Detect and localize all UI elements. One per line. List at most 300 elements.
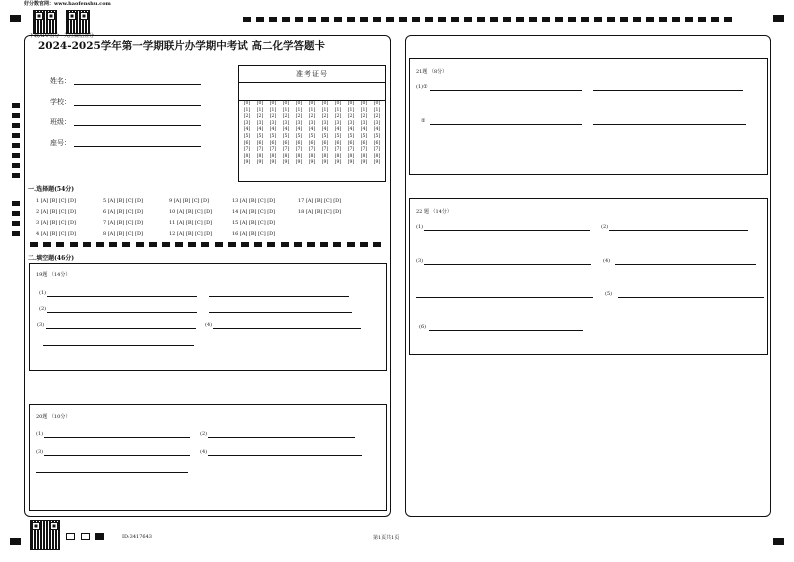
admission-digit-bubble[interactable]: [5] <box>347 133 355 139</box>
q22-title: 22 题 （14分） <box>416 209 452 215</box>
choice-option-bubble[interactable]: [D] <box>267 209 276 215</box>
q22-line-3[interactable] <box>424 264 591 265</box>
q22-line-5b[interactable] <box>618 297 764 298</box>
choice-option-bubble[interactable]: [C] <box>58 220 67 226</box>
choice-option-bubble[interactable]: [A] <box>176 209 185 215</box>
admission-digit-column <box>306 101 318 167</box>
choice-option-bubble[interactable]: [A] <box>239 198 248 204</box>
choice-option-bubble[interactable]: [A] <box>239 220 248 226</box>
admission-digit-bubble[interactable]: [1] <box>295 107 303 113</box>
school-label: 学校： <box>50 98 71 106</box>
q21-line-1b[interactable] <box>593 90 743 91</box>
admission-digit-bubble[interactable]: [3] <box>269 120 277 126</box>
seat-line[interactable] <box>74 146 201 147</box>
admission-digit-bubble[interactable]: [9] <box>321 160 329 166</box>
q22-label-2: (2) <box>601 224 609 230</box>
choice-option-bubble[interactable]: [D] <box>135 198 143 204</box>
q20-title: 20题 （10分） <box>36 414 71 420</box>
name-line[interactable] <box>74 84 201 85</box>
admission-digit-bubble[interactable]: [4] <box>360 127 368 133</box>
choice-option-bubble[interactable]: [A] <box>176 220 185 226</box>
q19-label-4: (4) <box>205 322 213 328</box>
admission-digit-bubble[interactable]: [7] <box>308 147 316 153</box>
admission-digit-bubble[interactable]: [6] <box>282 140 290 146</box>
choice-option-bubble[interactable]: [D] <box>135 209 143 215</box>
choice-option-bubble[interactable]: [B] <box>116 220 125 226</box>
choice-option-bubble[interactable]: [B] <box>49 231 58 237</box>
q21-line-1a[interactable] <box>430 90 582 91</box>
choice-option-bubble[interactable]: [A] <box>239 231 248 237</box>
admission-digit-bubble[interactable]: [3] <box>282 120 290 126</box>
admission-digit-bubble[interactable]: [7] <box>295 147 303 153</box>
corner-mark-top-right <box>773 15 784 22</box>
admission-digit-bubble[interactable]: [4] <box>295 127 303 133</box>
admission-digit-bubble[interactable]: [6] <box>360 140 368 146</box>
admission-digit-bubble[interactable]: [8] <box>256 153 264 159</box>
footer-box-2 <box>81 533 90 540</box>
choice-option-bubble[interactable]: [D] <box>333 209 342 215</box>
choice-option-bubble[interactable]: [C] <box>194 231 203 237</box>
admission-digit-bubble[interactable]: [6] <box>373 140 381 146</box>
q19-title: 19题 （14分） <box>36 272 71 278</box>
q20-line-2[interactable] <box>208 437 355 438</box>
q22-box <box>409 198 768 355</box>
admission-digit-bubble[interactable]: [0] <box>347 101 355 106</box>
admission-digit-bubble[interactable]: [0] <box>360 101 368 106</box>
choice-option-bubble[interactable]: [A] <box>107 198 116 204</box>
q19-line-3[interactable] <box>46 328 196 329</box>
qr-code-footer <box>30 520 60 550</box>
admission-digit-bubble[interactable]: [3] <box>243 120 251 126</box>
admission-digit-bubble[interactable]: [3] <box>295 120 303 126</box>
choice-option-bubble[interactable]: [C] <box>257 220 266 226</box>
admission-digit-bubble[interactable]: [9] <box>308 160 316 166</box>
choice-option-bubble[interactable]: [C] <box>58 198 67 204</box>
choice-option-bubble[interactable]: [B] <box>116 209 125 215</box>
q20-line-5[interactable] <box>36 472 188 473</box>
choice-option-bubble[interactable]: [B] <box>49 220 58 226</box>
admission-title: 准考证号 <box>239 66 385 83</box>
choice-option-bubble[interactable]: [A] <box>305 209 314 215</box>
choice-question-number: 7 <box>103 220 107 226</box>
choice-option-bubble[interactable]: [B] <box>49 209 58 215</box>
admission-digit-bubble[interactable]: [6] <box>269 140 277 146</box>
choice-option-bubble[interactable]: [B] <box>314 198 323 204</box>
admission-digit-bubble[interactable]: [1] <box>347 107 355 113</box>
admission-digit-bubble[interactable]: [2] <box>347 114 355 120</box>
admission-digit-bubble[interactable]: [5] <box>308 133 316 139</box>
choice-question-number: 14 <box>232 209 239 215</box>
q21-line-2b[interactable] <box>593 124 746 125</box>
admission-digit-bubble[interactable]: [4] <box>321 127 329 133</box>
choice-question-number: 18 <box>298 209 305 215</box>
choice-option-bubble[interactable]: [B] <box>248 220 257 226</box>
q19-label-2: (2) <box>39 306 47 312</box>
choice-question <box>169 220 212 226</box>
admission-digit-bubble[interactable]: [6] <box>321 140 329 146</box>
admission-digit-bubble[interactable]: [1] <box>269 107 277 113</box>
admission-digit-bubble[interactable]: [4] <box>373 127 381 133</box>
admission-digit-bubble[interactable]: [0] <box>282 101 290 106</box>
admission-digit-bubble[interactable]: [5] <box>321 133 329 139</box>
q19-line-2b[interactable] <box>209 312 352 313</box>
choice-option-bubble[interactable]: [A] <box>40 231 49 237</box>
choice-option-bubble[interactable]: [C] <box>257 231 266 237</box>
choice-option-bubble[interactable]: [A] <box>173 198 182 204</box>
admission-write-row[interactable] <box>239 82 385 101</box>
admission-digit-bubble[interactable]: [1] <box>308 107 316 113</box>
footer-id: ID:3417643 <box>122 534 152 540</box>
choice-question-number: 6 <box>103 209 107 215</box>
choice-option-bubble[interactable]: [D] <box>333 198 342 204</box>
q20-label-2: (2) <box>200 431 208 437</box>
admission-digit-bubble[interactable]: [9] <box>282 160 290 166</box>
admission-digit-bubble[interactable]: [7] <box>321 147 329 153</box>
admission-digit-bubble[interactable]: [9] <box>243 160 251 166</box>
choice-option-bubble[interactable]: [D] <box>204 231 213 237</box>
admission-digit-bubble[interactable]: [0] <box>308 101 316 106</box>
admission-digit-bubble[interactable]: [6] <box>243 140 251 146</box>
admission-digit-bubble[interactable]: [3] <box>360 120 368 126</box>
school-line[interactable] <box>74 105 201 106</box>
choice-option-bubble[interactable]: [C] <box>257 209 266 215</box>
admission-digit-bubble[interactable]: [4] <box>256 127 264 133</box>
admission-digit-bubble[interactable]: [3] <box>256 120 264 126</box>
choice-option-bubble[interactable]: [D] <box>201 198 209 204</box>
admission-digit-bubble[interactable]: [9] <box>295 160 303 166</box>
admission-digit-bubble[interactable]: [8] <box>269 153 277 159</box>
admission-grid <box>238 65 386 182</box>
admission-digit-bubble[interactable]: [3] <box>308 120 316 126</box>
q22-line-1[interactable] <box>424 230 590 231</box>
admission-digit-bubble[interactable]: [8] <box>373 153 381 159</box>
q20-label-3: (3) <box>36 449 44 455</box>
q20-line-4[interactable] <box>208 455 362 456</box>
choice-question <box>298 209 341 215</box>
admission-digit-bubble[interactable]: [0] <box>321 101 329 106</box>
admission-digit-bubble[interactable]: [1] <box>321 107 329 113</box>
choice-option-bubble[interactable]: [B] <box>185 231 194 237</box>
choice-question-number: 10 <box>169 209 176 215</box>
mid-timing-marks <box>30 242 381 247</box>
admission-digit-bubble[interactable]: [1] <box>360 107 368 113</box>
choice-option-bubble[interactable]: [B] <box>182 198 191 204</box>
qr-code-left <box>33 10 57 34</box>
admission-digit-bubble[interactable]: [2] <box>308 114 316 120</box>
choice-option-bubble[interactable]: [A] <box>107 231 116 237</box>
q19-box <box>29 263 387 371</box>
q21-line-2a[interactable] <box>430 124 582 125</box>
admission-digit-bubble[interactable]: [3] <box>347 120 355 126</box>
sheet-title: 2024-2025学年第一学期联片办学期中考试 高二化学答题卡 <box>38 40 325 52</box>
choice-option-bubble[interactable]: [C] <box>323 198 332 204</box>
admission-digit-bubble[interactable]: [4] <box>269 127 277 133</box>
choice-option-bubble[interactable]: [C] <box>323 209 332 215</box>
admission-digit-bubble[interactable]: [5] <box>243 133 251 139</box>
admission-digit-bubble[interactable]: [2] <box>269 114 277 120</box>
choice-option-bubble[interactable]: [C] <box>194 209 203 215</box>
name-label: 姓名： <box>50 77 71 85</box>
choice-option-bubble[interactable]: [B] <box>49 198 58 204</box>
admission-digit-bubble[interactable]: [4] <box>347 127 355 133</box>
admission-digit-bubble[interactable]: [5] <box>360 133 368 139</box>
admission-digit-bubble[interactable]: [7] <box>256 147 264 153</box>
admission-digit-bubble[interactable]: [2] <box>256 114 264 120</box>
admission-digit-bubble[interactable]: [0] <box>269 101 277 106</box>
choice-question <box>36 209 76 215</box>
admission-digit-bubble[interactable]: [0] <box>334 101 342 106</box>
q19-line-4[interactable] <box>213 328 361 329</box>
choice-option-bubble[interactable]: [D] <box>204 220 213 226</box>
choice-option-bubble[interactable]: [A] <box>239 209 248 215</box>
admission-digit-bubble[interactable]: [4] <box>308 127 316 133</box>
choice-option-bubble[interactable]: [A] <box>305 198 314 204</box>
choice-option-bubble[interactable]: [C] <box>125 198 134 204</box>
choice-option-bubble[interactable]: [B] <box>185 220 194 226</box>
seat-label: 座号： <box>50 139 71 147</box>
choice-option-bubble[interactable]: [D] <box>68 231 76 237</box>
admission-digit-bubble[interactable]: [8] <box>360 153 368 159</box>
admission-digit-bubble[interactable]: [1] <box>373 107 381 113</box>
admission-digit-bubble[interactable]: [2] <box>373 114 381 120</box>
admission-digit-bubble[interactable]: [9] <box>373 160 381 166</box>
choice-question <box>103 220 143 226</box>
choice-question <box>169 198 209 204</box>
choice-option-bubble[interactable]: [D] <box>267 198 276 204</box>
admission-digit-bubble[interactable]: [5] <box>256 133 264 139</box>
choice-question-number: 1 <box>36 198 40 204</box>
admission-digit-bubble[interactable]: [6] <box>256 140 264 146</box>
q22-line-5a[interactable] <box>416 297 593 298</box>
admission-digit-bubble[interactable]: [2] <box>282 114 290 120</box>
footer-page: 第1页共1页 <box>373 535 400 541</box>
admission-digit-column <box>293 101 305 167</box>
admission-digit-column <box>267 101 279 167</box>
class-line[interactable] <box>74 125 201 126</box>
admission-digit-bubble[interactable]: [5] <box>295 133 303 139</box>
choice-option-bubble[interactable]: [B] <box>248 231 257 237</box>
choice-question <box>36 220 76 226</box>
q22-line-4[interactable] <box>615 264 756 265</box>
choice-option-bubble[interactable]: [D] <box>204 209 213 215</box>
choice-question-number: 12 <box>169 231 176 237</box>
choice-question-number: 4 <box>36 231 40 237</box>
section2-title: 二.填空题(46分) <box>28 255 75 262</box>
admission-digit-bubble[interactable]: [7] <box>347 147 355 153</box>
choice-option-bubble[interactable]: [D] <box>68 198 76 204</box>
admission-digit-bubble[interactable]: [8] <box>334 153 342 159</box>
admission-digit-bubble[interactable]: [9] <box>347 160 355 166</box>
choice-option-bubble[interactable]: [B] <box>314 209 323 215</box>
admission-digit-column <box>280 101 292 167</box>
admission-digit-bubble[interactable]: [8] <box>295 153 303 159</box>
admission-digit-bubble[interactable]: [1] <box>243 107 251 113</box>
admission-digit-bubble[interactable]: [7] <box>243 147 251 153</box>
admission-digit-bubble[interactable]: [9] <box>360 160 368 166</box>
admission-digit-column <box>319 101 331 167</box>
q19-line-2a[interactable] <box>47 312 197 313</box>
q20-line-1[interactable] <box>44 437 190 438</box>
choice-option-bubble[interactable]: [D] <box>267 220 276 226</box>
admission-digit-bubble[interactable]: [6] <box>347 140 355 146</box>
choice-option-bubble[interactable]: [A] <box>40 198 49 204</box>
choice-question <box>103 231 143 237</box>
admission-digit-bubble[interactable]: [2] <box>360 114 368 120</box>
admission-digit-bubble[interactable]: [8] <box>347 153 355 159</box>
q22-line-2[interactable] <box>609 230 748 231</box>
admission-digit-bubble[interactable]: [9] <box>334 160 342 166</box>
admission-digit-column <box>254 101 266 167</box>
admission-digit-bubble[interactable]: [7] <box>373 147 381 153</box>
choice-option-bubble[interactable]: [D] <box>135 231 143 237</box>
admission-digit-bubble[interactable]: [6] <box>295 140 303 146</box>
choice-question-number: 13 <box>232 198 239 204</box>
choice-option-bubble[interactable]: [C] <box>194 220 203 226</box>
choice-option-bubble[interactable]: [C] <box>125 220 134 226</box>
admission-digit-column <box>358 101 370 167</box>
choice-option-bubble[interactable]: [C] <box>125 209 134 215</box>
choice-question-number: 2 <box>36 209 40 215</box>
admission-digit-bubble[interactable]: [9] <box>256 160 264 166</box>
choice-question-number: 11 <box>169 220 176 226</box>
admission-digit-column <box>371 101 383 167</box>
choice-question-number: 17 <box>298 198 305 204</box>
q22-label-1: (1) <box>416 224 424 230</box>
admission-digit-bubble[interactable]: [0] <box>256 101 264 106</box>
admission-digit-bubble[interactable]: [1] <box>256 107 264 113</box>
choice-question-number: 15 <box>232 220 239 226</box>
q19-label-1: (1) <box>39 290 47 296</box>
admission-digit-column <box>332 101 344 167</box>
choice-option-bubble[interactable]: [A] <box>107 209 116 215</box>
choice-question <box>232 209 275 215</box>
choice-option-bubble[interactable]: [A] <box>40 220 49 226</box>
choice-option-bubble[interactable]: [B] <box>116 231 125 237</box>
choice-question-number: 16 <box>232 231 239 237</box>
corner-mark-bottom-right <box>773 538 784 545</box>
admission-digit-bubble[interactable]: [7] <box>269 147 277 153</box>
admission-digit-bubble[interactable]: [4] <box>334 127 342 133</box>
admission-digit-bubble[interactable]: [2] <box>295 114 303 120</box>
footer-mark <box>95 533 104 540</box>
admission-digit-bubble[interactable]: [0] <box>295 101 303 106</box>
choice-option-bubble[interactable]: [D] <box>68 220 76 226</box>
choice-option-bubble[interactable]: [D] <box>68 209 76 215</box>
q21-label-2: ② <box>421 118 426 124</box>
admission-digit-bubble[interactable]: [8] <box>282 153 290 159</box>
choice-question <box>232 231 275 237</box>
choice-question-number: 8 <box>103 231 107 237</box>
q22-line-6[interactable] <box>429 330 583 331</box>
admission-digit-bubble[interactable]: [5] <box>334 133 342 139</box>
q20-label-1: (1) <box>36 431 44 437</box>
q21-box <box>409 58 768 175</box>
admission-digit-bubble[interactable]: [9] <box>269 160 277 166</box>
choice-option-bubble[interactable]: [D] <box>135 220 143 226</box>
admission-digit-bubble[interactable]: [8] <box>321 153 329 159</box>
choice-option-bubble[interactable]: [C] <box>58 209 67 215</box>
admission-digit-column <box>345 101 357 167</box>
top-timing-marks <box>243 17 732 22</box>
qr-left-caption: 下载APP看分 <box>29 33 60 39</box>
admission-digit-bubble[interactable]: [7] <box>360 147 368 153</box>
admission-digit-bubble[interactable]: [4] <box>243 127 251 133</box>
choice-option-bubble[interactable]: [C] <box>191 198 200 204</box>
q20-box <box>29 404 387 511</box>
admission-digit-bubble[interactable]: [7] <box>334 147 342 153</box>
choice-question-number: 5 <box>103 198 107 204</box>
admission-digit-bubble[interactable]: [2] <box>243 114 251 120</box>
q19-line-5[interactable] <box>43 345 194 346</box>
admission-digit-bubble[interactable]: [0] <box>243 101 251 106</box>
q22-label-3: (3) <box>416 258 424 264</box>
choice-option-bubble[interactable]: [A] <box>40 209 49 215</box>
admission-digit-bubble[interactable]: [0] <box>373 101 381 106</box>
choice-option-bubble[interactable]: [C] <box>125 231 134 237</box>
admission-digit-bubble[interactable]: [6] <box>308 140 316 146</box>
choice-question <box>169 231 212 237</box>
choice-question <box>232 220 275 226</box>
admission-digit-column <box>241 101 253 167</box>
choice-question <box>298 198 341 204</box>
choice-option-bubble[interactable]: [B] <box>116 198 125 204</box>
choice-question <box>103 198 143 204</box>
choice-question <box>36 198 76 204</box>
qr-right-caption: 关注微信查分 <box>64 33 95 39</box>
choice-option-bubble[interactable]: [B] <box>248 209 257 215</box>
choice-question <box>169 209 212 215</box>
choice-option-bubble[interactable]: [B] <box>248 198 257 204</box>
footer-box-1 <box>66 533 75 540</box>
admission-digit-bubble[interactable]: [7] <box>282 147 290 153</box>
admission-digit-bubble[interactable]: [8] <box>243 153 251 159</box>
admission-digit-bubble[interactable]: [3] <box>373 120 381 126</box>
choice-option-bubble[interactable]: [A] <box>176 231 185 237</box>
choice-question <box>36 231 76 237</box>
admission-digit-bubble[interactable]: [4] <box>282 127 290 133</box>
q21-title: 21题 （8分） <box>416 69 448 75</box>
admission-digit-bubble[interactable]: [5] <box>269 133 277 139</box>
choice-question-number: 3 <box>36 220 40 226</box>
choice-option-bubble[interactable]: [C] <box>257 198 266 204</box>
admission-digit-bubble[interactable]: [5] <box>282 133 290 139</box>
admission-digit-bubble[interactable]: [1] <box>282 107 290 113</box>
admission-digit-bubble[interactable]: [2] <box>334 114 342 120</box>
class-label: 班级： <box>50 118 71 126</box>
q19-line-1a[interactable] <box>47 296 197 297</box>
qr-code-right <box>66 10 90 34</box>
admission-digit-bubble[interactable]: [2] <box>321 114 329 120</box>
q20-line-3[interactable] <box>44 455 190 456</box>
choice-option-bubble[interactable]: [B] <box>185 209 194 215</box>
choice-option-bubble[interactable]: [D] <box>267 231 276 237</box>
site-url: 好分数官网：www.haofenshu.com <box>24 1 111 7</box>
choice-option-bubble[interactable]: [C] <box>58 231 67 237</box>
section1-title: 一.选择题(54分) <box>28 186 75 193</box>
admission-digit-bubble[interactable]: [6] <box>334 140 342 146</box>
admission-digit-bubble[interactable]: [5] <box>373 133 381 139</box>
q22-label-5: (5) <box>605 291 613 297</box>
q21-label-1: (1)① <box>416 84 428 90</box>
choice-question <box>103 209 143 215</box>
choice-question-number: 9 <box>169 198 173 204</box>
choice-option-bubble[interactable]: [A] <box>107 220 116 226</box>
admission-digit-bubble[interactable]: [8] <box>308 153 316 159</box>
admission-digit-bubble[interactable]: [1] <box>334 107 342 113</box>
admission-digit-bubble[interactable]: [3] <box>334 120 342 126</box>
admission-digit-bubble[interactable]: [3] <box>321 120 329 126</box>
q19-line-1b[interactable] <box>209 296 349 297</box>
